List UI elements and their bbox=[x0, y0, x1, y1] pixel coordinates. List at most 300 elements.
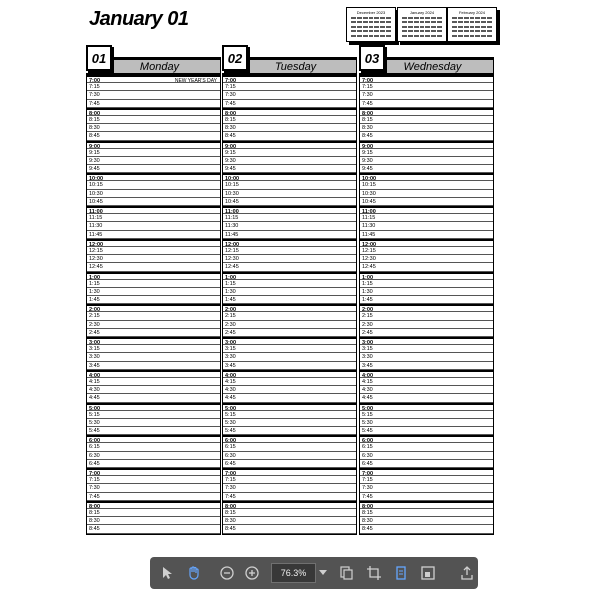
time-slot[interactable] bbox=[360, 91, 493, 99]
time-slot[interactable] bbox=[223, 362, 356, 370]
time-label: 7:30 bbox=[225, 485, 236, 492]
time-slot[interactable] bbox=[223, 321, 356, 329]
time-slot[interactable] bbox=[87, 255, 220, 263]
time-slot[interactable] bbox=[87, 321, 220, 329]
time-label: 7:00 bbox=[225, 78, 237, 84]
time-slot[interactable] bbox=[360, 149, 493, 157]
time-slot[interactable] bbox=[360, 190, 493, 198]
time-slot[interactable] bbox=[360, 198, 493, 206]
time-label: 12:30 bbox=[89, 256, 103, 263]
time-slot[interactable] bbox=[87, 100, 220, 108]
mini-calendar-grid bbox=[351, 17, 391, 38]
time-slot[interactable] bbox=[223, 329, 356, 337]
time-label: 8:45 bbox=[89, 133, 100, 140]
time-slot[interactable] bbox=[360, 403, 493, 411]
time-slot[interactable] bbox=[360, 452, 493, 460]
time-label: 3:15 bbox=[89, 346, 100, 353]
time-slot[interactable] bbox=[360, 443, 493, 451]
day-column-monday bbox=[86, 45, 221, 535]
time-slot[interactable] bbox=[360, 214, 493, 222]
time-label: 7:00 bbox=[362, 78, 374, 84]
mini-calendar-day bbox=[351, 35, 356, 37]
time-slot[interactable] bbox=[87, 108, 220, 116]
time-slot[interactable] bbox=[360, 255, 493, 263]
time-slot[interactable] bbox=[223, 222, 356, 230]
time-slot[interactable] bbox=[223, 272, 356, 280]
time-slot[interactable] bbox=[360, 280, 493, 288]
time-label: 8:00 bbox=[89, 110, 101, 117]
time-slot[interactable] bbox=[360, 370, 493, 378]
time-slot[interactable] bbox=[87, 362, 220, 370]
time-slot[interactable] bbox=[87, 386, 220, 394]
time-slot[interactable] bbox=[360, 378, 493, 386]
time-slot[interactable] bbox=[223, 288, 356, 296]
time-slot[interactable] bbox=[87, 443, 220, 451]
time-slot[interactable] bbox=[87, 231, 220, 239]
time-label: 4:30 bbox=[89, 387, 100, 394]
time-label: 8:45 bbox=[89, 526, 100, 533]
time-slot[interactable] bbox=[87, 353, 220, 361]
time-slot[interactable] bbox=[87, 190, 220, 198]
time-slot[interactable] bbox=[360, 460, 493, 468]
zoom-level-field[interactable] bbox=[271, 563, 316, 583]
time-slot[interactable] bbox=[87, 173, 220, 181]
time-label: 10:30 bbox=[362, 190, 376, 197]
crop-icon[interactable] bbox=[363, 562, 384, 584]
zoom-in-icon[interactable] bbox=[242, 562, 263, 584]
time-label: 11:45 bbox=[362, 231, 376, 238]
time-slot[interactable] bbox=[360, 362, 493, 370]
mini-calendar-day bbox=[374, 35, 379, 37]
time-label: 7:15 bbox=[89, 477, 100, 484]
time-label: 7:15 bbox=[89, 84, 100, 91]
time-slot[interactable] bbox=[360, 321, 493, 329]
mini-calendar-day bbox=[458, 35, 463, 37]
time-slot[interactable] bbox=[87, 198, 220, 206]
fit-page-icon[interactable] bbox=[418, 562, 439, 584]
time-slot[interactable] bbox=[360, 181, 493, 189]
time-slot[interactable] bbox=[360, 296, 493, 304]
time-label: 8:30 bbox=[89, 518, 100, 525]
time-label: 12:00 bbox=[89, 241, 104, 248]
time-slot[interactable] bbox=[223, 484, 356, 492]
mini-calendar-day bbox=[464, 26, 469, 28]
mini-calendar-day bbox=[408, 21, 413, 23]
time-label: 8:00 bbox=[225, 110, 237, 117]
time-slot[interactable] bbox=[360, 75, 493, 83]
time-slot[interactable] bbox=[87, 468, 220, 476]
time-slot[interactable] bbox=[223, 100, 356, 108]
time-slot[interactable] bbox=[360, 435, 493, 443]
mini-calendar-day bbox=[420, 21, 425, 23]
time-slot[interactable] bbox=[87, 452, 220, 460]
mini-calendar-day bbox=[425, 35, 430, 37]
time-slot[interactable] bbox=[223, 525, 356, 533]
mini-calendar-february bbox=[447, 7, 497, 42]
time-slot[interactable] bbox=[87, 493, 220, 501]
time-slot[interactable] bbox=[87, 83, 220, 91]
time-label: 10:00 bbox=[225, 176, 240, 183]
mini-calendar-title: February 2024 bbox=[458, 10, 485, 15]
time-slot[interactable] bbox=[87, 206, 220, 214]
time-label: 9:45 bbox=[362, 166, 373, 173]
time-label: 2:00 bbox=[225, 307, 237, 314]
mini-calendar-grid bbox=[452, 17, 492, 38]
time-slot[interactable] bbox=[87, 419, 220, 427]
time-slot[interactable] bbox=[223, 149, 356, 157]
time-slot[interactable] bbox=[87, 411, 220, 419]
time-slot[interactable] bbox=[360, 427, 493, 435]
time-slot[interactable] bbox=[360, 222, 493, 230]
time-slot[interactable] bbox=[360, 386, 493, 394]
mini-calendar-day bbox=[351, 21, 356, 23]
time-slot[interactable] bbox=[87, 181, 220, 189]
time-slot[interactable] bbox=[87, 165, 220, 173]
time-label: 7:45 bbox=[89, 493, 100, 500]
time-slot[interactable] bbox=[87, 288, 220, 296]
time-slot[interactable] bbox=[360, 141, 493, 149]
time-slot[interactable] bbox=[87, 501, 220, 509]
time-slot[interactable] bbox=[223, 435, 356, 443]
mini-calendar-day bbox=[452, 17, 457, 19]
mini-calendar-day bbox=[386, 17, 391, 19]
time-slot[interactable] bbox=[87, 370, 220, 378]
time-slot[interactable] bbox=[223, 255, 356, 263]
time-slot[interactable] bbox=[87, 247, 220, 255]
time-slot[interactable] bbox=[360, 353, 493, 361]
time-slot[interactable] bbox=[223, 108, 356, 116]
mini-calendar-day bbox=[425, 21, 430, 23]
time-slot[interactable] bbox=[87, 427, 220, 435]
mini-calendar-day bbox=[425, 26, 430, 28]
time-slot[interactable] bbox=[223, 116, 356, 124]
time-slot[interactable] bbox=[360, 468, 493, 476]
time-label: 7:15 bbox=[362, 477, 373, 484]
time-slot-list bbox=[359, 73, 494, 535]
time-label: 10:30 bbox=[89, 190, 103, 197]
time-slot[interactable] bbox=[223, 509, 356, 517]
time-label: 1:15 bbox=[225, 280, 236, 287]
time-slot[interactable] bbox=[223, 239, 356, 247]
day-name: Tuesday bbox=[234, 57, 357, 75]
mini-calendar-january bbox=[397, 7, 447, 42]
time-label: 1:00 bbox=[362, 274, 374, 281]
mini-calendar-day bbox=[464, 30, 469, 32]
mini-calendar-day bbox=[386, 30, 391, 32]
time-slot[interactable] bbox=[223, 394, 356, 402]
mini-calendar-day bbox=[374, 30, 379, 32]
time-slot[interactable] bbox=[223, 452, 356, 460]
mini-calendar-day bbox=[475, 35, 480, 37]
time-slot[interactable] bbox=[87, 509, 220, 517]
time-slot[interactable] bbox=[223, 501, 356, 509]
time-label: 9:00 bbox=[89, 143, 101, 150]
time-label: 6:15 bbox=[362, 444, 373, 451]
mini-calendar-day bbox=[380, 17, 385, 19]
time-slot[interactable] bbox=[223, 312, 356, 320]
mini-calendar-day bbox=[437, 26, 442, 28]
time-slot[interactable] bbox=[223, 386, 356, 394]
time-slot[interactable] bbox=[87, 403, 220, 411]
time-slot[interactable] bbox=[360, 173, 493, 181]
time-slot[interactable] bbox=[87, 476, 220, 484]
mini-calendar-day bbox=[464, 35, 469, 37]
mini-calendar-day bbox=[475, 30, 480, 32]
mini-calendar-day bbox=[408, 17, 413, 19]
copy-pages-icon[interactable] bbox=[336, 562, 357, 584]
time-label: 12:15 bbox=[362, 247, 376, 254]
time-label: 4:00 bbox=[89, 372, 101, 379]
time-slot[interactable] bbox=[87, 157, 220, 165]
time-label: 1:00 bbox=[225, 274, 237, 281]
mini-calendar-day bbox=[487, 30, 492, 32]
time-slot[interactable] bbox=[223, 493, 356, 501]
time-slot[interactable] bbox=[223, 476, 356, 484]
mini-calendar-day bbox=[452, 21, 457, 23]
time-label: 4:15 bbox=[225, 378, 236, 385]
time-label: 5:15 bbox=[362, 411, 373, 418]
time-label: 3:00 bbox=[225, 340, 237, 346]
time-slot[interactable] bbox=[360, 108, 493, 116]
time-label: 2:15 bbox=[362, 313, 373, 320]
time-label: 6:45 bbox=[225, 460, 236, 467]
single-page-icon[interactable] bbox=[390, 562, 411, 584]
time-slot[interactable] bbox=[223, 91, 356, 99]
mini-calendar-day bbox=[452, 26, 457, 28]
page-title: January 01 bbox=[89, 8, 189, 30]
time-slot[interactable] bbox=[223, 443, 356, 451]
time-label: 8:00 bbox=[362, 110, 374, 117]
time-slot[interactable] bbox=[87, 222, 220, 230]
time-slot[interactable] bbox=[360, 484, 493, 492]
time-slot[interactable] bbox=[87, 435, 220, 443]
time-slot[interactable] bbox=[87, 75, 220, 83]
mini-calendar-day bbox=[481, 21, 486, 23]
time-slot[interactable] bbox=[223, 165, 356, 173]
time-slot[interactable] bbox=[87, 304, 220, 312]
time-label: 5:30 bbox=[225, 419, 236, 426]
time-slot[interactable] bbox=[360, 247, 493, 255]
time-label: 1:15 bbox=[362, 280, 373, 287]
time-slot[interactable] bbox=[360, 493, 493, 501]
time-slot[interactable] bbox=[87, 263, 220, 271]
time-slot[interactable] bbox=[223, 378, 356, 386]
time-slot[interactable] bbox=[360, 312, 493, 320]
time-slot[interactable] bbox=[87, 517, 220, 525]
mini-calendar-day bbox=[464, 21, 469, 23]
time-label: 1:30 bbox=[225, 288, 236, 295]
time-label: 8:30 bbox=[225, 125, 236, 132]
time-slot[interactable] bbox=[87, 329, 220, 337]
time-slot[interactable] bbox=[360, 329, 493, 337]
time-label: 10:30 bbox=[225, 190, 239, 197]
time-slot[interactable] bbox=[223, 370, 356, 378]
time-slot[interactable] bbox=[223, 411, 356, 419]
time-label: 8:15 bbox=[362, 116, 373, 123]
time-slot[interactable] bbox=[223, 198, 356, 206]
time-label: 2:00 bbox=[362, 307, 374, 314]
mini-calendar-day bbox=[431, 30, 436, 32]
day-number: 02 bbox=[222, 45, 248, 71]
time-slot[interactable] bbox=[360, 419, 493, 427]
time-slot[interactable] bbox=[360, 83, 493, 91]
time-slot[interactable] bbox=[223, 419, 356, 427]
mini-calendar-day bbox=[437, 30, 442, 32]
time-slot[interactable] bbox=[223, 353, 356, 361]
export-icon[interactable] bbox=[457, 562, 478, 584]
time-slot[interactable] bbox=[360, 304, 493, 312]
time-label: 8:15 bbox=[362, 509, 373, 516]
mini-calendar-day bbox=[475, 21, 480, 23]
time-slot[interactable] bbox=[360, 124, 493, 132]
mini-calendar-day bbox=[408, 30, 413, 32]
time-label: 2:45 bbox=[225, 329, 236, 336]
mini-calendar-day bbox=[420, 17, 425, 19]
time-label: 5:15 bbox=[89, 411, 100, 418]
time-slot[interactable] bbox=[360, 411, 493, 419]
time-slot[interactable] bbox=[360, 517, 493, 525]
time-slot[interactable] bbox=[87, 525, 220, 533]
time-slot[interactable] bbox=[223, 280, 356, 288]
time-slot[interactable] bbox=[223, 181, 356, 189]
time-slot[interactable] bbox=[223, 337, 356, 345]
time-slot[interactable] bbox=[360, 394, 493, 402]
time-slot[interactable] bbox=[223, 296, 356, 304]
time-slot[interactable] bbox=[223, 124, 356, 132]
time-slot[interactable] bbox=[223, 75, 356, 83]
time-slot[interactable] bbox=[223, 141, 356, 149]
time-slot[interactable] bbox=[223, 403, 356, 411]
time-label: 7:45 bbox=[362, 493, 373, 500]
time-slot[interactable] bbox=[87, 312, 220, 320]
time-label: 5:30 bbox=[89, 419, 100, 426]
time-slot[interactable] bbox=[360, 132, 493, 140]
time-slot[interactable] bbox=[223, 247, 356, 255]
time-slot[interactable] bbox=[223, 157, 356, 165]
time-slot[interactable] bbox=[223, 190, 356, 198]
time-label: 8:45 bbox=[362, 526, 373, 533]
time-slot[interactable] bbox=[360, 165, 493, 173]
time-slot[interactable] bbox=[360, 476, 493, 484]
time-slot[interactable] bbox=[360, 345, 493, 353]
time-slot[interactable] bbox=[223, 173, 356, 181]
time-label: 12:00 bbox=[362, 241, 377, 248]
time-slot[interactable] bbox=[87, 124, 220, 132]
mini-calendar-day bbox=[431, 26, 436, 28]
time-label: 4:00 bbox=[225, 372, 237, 379]
time-slot[interactable] bbox=[360, 239, 493, 247]
time-slot[interactable] bbox=[223, 263, 356, 271]
mini-calendar-day bbox=[357, 21, 362, 23]
time-label: 2:00 bbox=[89, 307, 101, 314]
time-label: 5:45 bbox=[89, 428, 100, 435]
time-slot[interactable] bbox=[87, 280, 220, 288]
time-label: 6:15 bbox=[89, 444, 100, 451]
mini-calendar-day bbox=[414, 35, 419, 37]
time-slot[interactable] bbox=[360, 525, 493, 533]
time-label: 3:45 bbox=[225, 362, 236, 369]
time-slot[interactable] bbox=[87, 272, 220, 280]
select-arrow-icon[interactable] bbox=[156, 562, 177, 584]
mini-calendar-day bbox=[408, 35, 413, 37]
time-slot[interactable] bbox=[87, 345, 220, 353]
time-slot[interactable] bbox=[87, 394, 220, 402]
time-slot[interactable] bbox=[223, 304, 356, 312]
time-slot[interactable] bbox=[223, 427, 356, 435]
time-slot[interactable] bbox=[360, 116, 493, 124]
time-slot[interactable] bbox=[87, 116, 220, 124]
time-slot[interactable] bbox=[223, 206, 356, 214]
time-slot[interactable] bbox=[87, 239, 220, 247]
time-slot[interactable] bbox=[223, 214, 356, 222]
time-slot[interactable] bbox=[360, 206, 493, 214]
time-label: 9:30 bbox=[225, 157, 236, 164]
time-slot[interactable] bbox=[87, 337, 220, 345]
time-slot[interactable] bbox=[360, 337, 493, 345]
time-slot[interactable] bbox=[223, 231, 356, 239]
time-label: 11:00 bbox=[89, 209, 103, 215]
time-slot[interactable] bbox=[360, 509, 493, 517]
time-slot[interactable] bbox=[87, 460, 220, 468]
zoom-out-icon[interactable] bbox=[216, 562, 237, 584]
zoom-dropdown-icon[interactable] bbox=[316, 562, 330, 584]
time-label: 8:30 bbox=[225, 518, 236, 525]
time-slot[interactable] bbox=[360, 157, 493, 165]
time-label: 2:30 bbox=[225, 321, 236, 328]
mini-calendar-day bbox=[452, 30, 457, 32]
time-slot[interactable] bbox=[87, 296, 220, 304]
time-slot[interactable] bbox=[223, 132, 356, 140]
time-slot[interactable] bbox=[87, 214, 220, 222]
time-slot[interactable] bbox=[87, 132, 220, 140]
time-slot[interactable] bbox=[360, 272, 493, 280]
time-slot[interactable] bbox=[360, 231, 493, 239]
time-slot[interactable] bbox=[87, 149, 220, 157]
time-slot[interactable] bbox=[223, 83, 356, 91]
mini-calendar-day bbox=[357, 26, 362, 28]
time-label: 4:45 bbox=[362, 395, 373, 402]
time-slot[interactable] bbox=[223, 460, 356, 468]
mini-calendar-day bbox=[437, 17, 442, 19]
time-label: 5:00 bbox=[89, 405, 101, 412]
mini-calendar-day bbox=[363, 26, 368, 28]
time-slot[interactable] bbox=[223, 345, 356, 353]
time-slot[interactable] bbox=[87, 91, 220, 99]
mini-calendar-day bbox=[414, 26, 419, 28]
time-label: 7:00 bbox=[225, 471, 237, 477]
time-slot[interactable] bbox=[223, 517, 356, 525]
time-label: 2:15 bbox=[89, 313, 100, 320]
time-slot[interactable] bbox=[87, 141, 220, 149]
mini-calendar-day bbox=[402, 17, 407, 19]
time-slot[interactable] bbox=[87, 378, 220, 386]
time-label: 11:45 bbox=[225, 231, 239, 238]
mini-calendar-day bbox=[437, 35, 442, 37]
time-slot[interactable] bbox=[87, 484, 220, 492]
time-slot[interactable] bbox=[360, 288, 493, 296]
mini-calendar-day bbox=[380, 26, 385, 28]
mini-calendar-day bbox=[380, 30, 385, 32]
mini-calendar-day bbox=[481, 26, 486, 28]
hand-tool-icon[interactable] bbox=[183, 562, 204, 584]
zoom-level: 76.3% bbox=[280, 568, 307, 578]
time-label: 6:45 bbox=[89, 460, 100, 467]
time-slot[interactable] bbox=[223, 468, 356, 476]
time-slot[interactable] bbox=[360, 501, 493, 509]
time-slot[interactable] bbox=[360, 263, 493, 271]
time-slot[interactable] bbox=[360, 100, 493, 108]
mini-calendar-day bbox=[464, 17, 469, 19]
